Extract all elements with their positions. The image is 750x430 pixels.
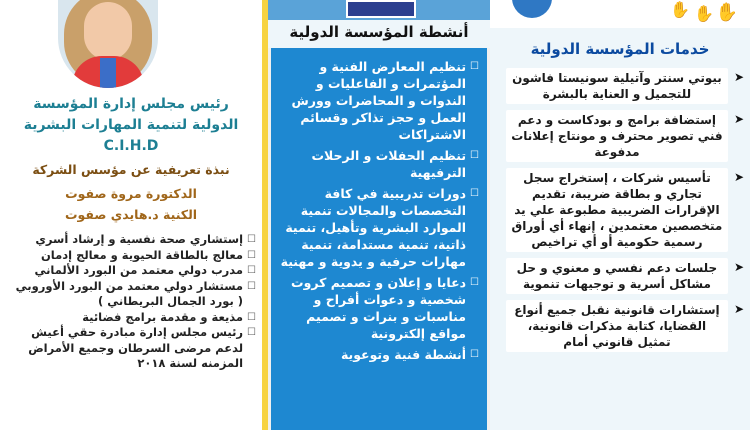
checkbox-icon: ☐: [247, 265, 256, 276]
checkbox-icon: ☐: [247, 327, 256, 338]
founder-credentials-list: [8, 232, 256, 372]
activities-panel: [268, 0, 490, 430]
arrow-icon: ➤: [733, 302, 744, 316]
list-item: ☐ دورات تدريبية في كافة التخصصات والمجالات تنمية الموارد البشرية وتأهيل، تنمية ذاتية، تنمية مستدامة، تنمية مهارات حرفية و يدوية و مهنية: [280, 186, 479, 269]
list-item: ➤ إستضافة برامج و بودكاست و دعم فني تصوير محترف و مونتاج إعلانات مدفوعة: [496, 110, 744, 162]
list-item: ☐ أنشطة فنية وتوعوية: [340, 347, 479, 362]
list-item: ☐ تنظيم المعارض الفنية و المؤتمرات و الفاعليات و الندوات و المحاضرات وورش العمل و حجز تذاكر وقسائم الاشتراكات: [291, 59, 479, 142]
list-item: ➤ بيوتي سنتر وآتيلية سونيستا فاشون للتجميل و العناية بالبشرة: [496, 68, 744, 104]
checkbox-icon: ☐: [247, 311, 256, 323]
list-item: ☐ رئيس مجلس إدارة مبادرة حقي أعيش لدعم مرضى السرطان وجميع الأمراض المزمنه لسنة ٢٠١٨: [28, 325, 256, 370]
founder-name: الدكتورة مروة صفوت: [65, 186, 197, 201]
checkbox-icon: ☐: [470, 188, 479, 199]
founder-title-line3: C.I.H.D: [103, 138, 159, 154]
list-item: ➤ إستشارات قانونية نقبل جميع أنواع القضايا، كتابة مذكرات قانونية، تمثيل قانوني أمام: [496, 300, 744, 352]
list-item: ☐ دعايا و إعلان و تصميم كروت شخصية و دعوات أفراح و مناسبات و بنرات و تصميم مواقع إلكترونية: [291, 275, 479, 341]
list-item: ➤ جلسات دعم نفسي و معنوي و حل مشاكل أسرية و توجيهات تنموية: [496, 258, 744, 294]
list-item: ☐ إستشاري صحة نفسية و إرشاد أسري: [35, 232, 256, 246]
list-item: ☐ مذيعة و مقدمة برامج فضائية: [82, 309, 256, 324]
list-item: ☐ معالج بالطاقة الحيوية و معالج إدمان: [40, 247, 256, 262]
checkbox-icon: ☐: [470, 150, 479, 161]
organization-logo: [346, 0, 416, 18]
checkbox-icon: ☐: [470, 349, 479, 360]
arrow-icon: ➤: [733, 170, 744, 184]
list-item: ☐ مدرب دولي معتمد من البورد الألماني: [34, 263, 256, 277]
list-item: ☐ مستشار دولي معتمد من البورد الأوروبي ( بورد الجمال البريطاني ): [15, 278, 256, 308]
hand-icon: ✋: [694, 4, 714, 23]
checkbox-icon: ☐: [247, 249, 256, 261]
founder-panel: [0, 0, 262, 430]
founder-title-line1: رئيس مجلس إدارة المؤسسة: [33, 96, 229, 112]
arrow-icon: ➤: [733, 112, 744, 126]
checkbox-icon: ☐: [470, 277, 479, 288]
activities-title: أنشطة المؤسسة الدولية: [289, 23, 469, 41]
services-list: [496, 68, 744, 358]
globe-icon: [512, 0, 552, 18]
list-item: ☐ تنظيم الحفلات و الرحلات الترفيهية: [311, 148, 479, 180]
checkbox-icon: ☐: [247, 234, 256, 245]
founder-photo: [58, 0, 158, 88]
services-title: خدمات المؤسسة الدولية: [530, 40, 710, 58]
activities-list: [277, 58, 479, 367]
arrow-icon: ➤: [733, 70, 744, 84]
checkbox-icon: ☐: [470, 61, 479, 72]
founder-nickname: الكنية د.هايدي صفوت: [64, 207, 198, 222]
hand-icon: ✋: [715, 2, 738, 23]
services-panel: [490, 0, 750, 430]
list-item: ➤ تأسيس شركات ، إستخراج سجل تجاري و بطاقة ضريبة، تقديم الإقرارات الضريبية مطبوعة علي يد متخصصين معتمدين ، إنهاء أي أوراق رسمية حكومية أو أي تراخيص: [496, 168, 744, 252]
checkbox-icon: ☐: [247, 280, 256, 292]
arrow-icon: ➤: [733, 260, 744, 274]
hand-icon: ✋: [670, 0, 690, 19]
activities-box: [268, 48, 490, 430]
founder-title-line2: الدولية لتنمية المهارات البشرية: [23, 117, 239, 133]
services-banner: [490, 0, 750, 28]
photo-face-shape: [84, 2, 132, 60]
photo-shirt-detail-shape: [100, 58, 116, 88]
bio-heading: نبذة تعريفية عن مؤسس الشركة: [32, 162, 230, 177]
